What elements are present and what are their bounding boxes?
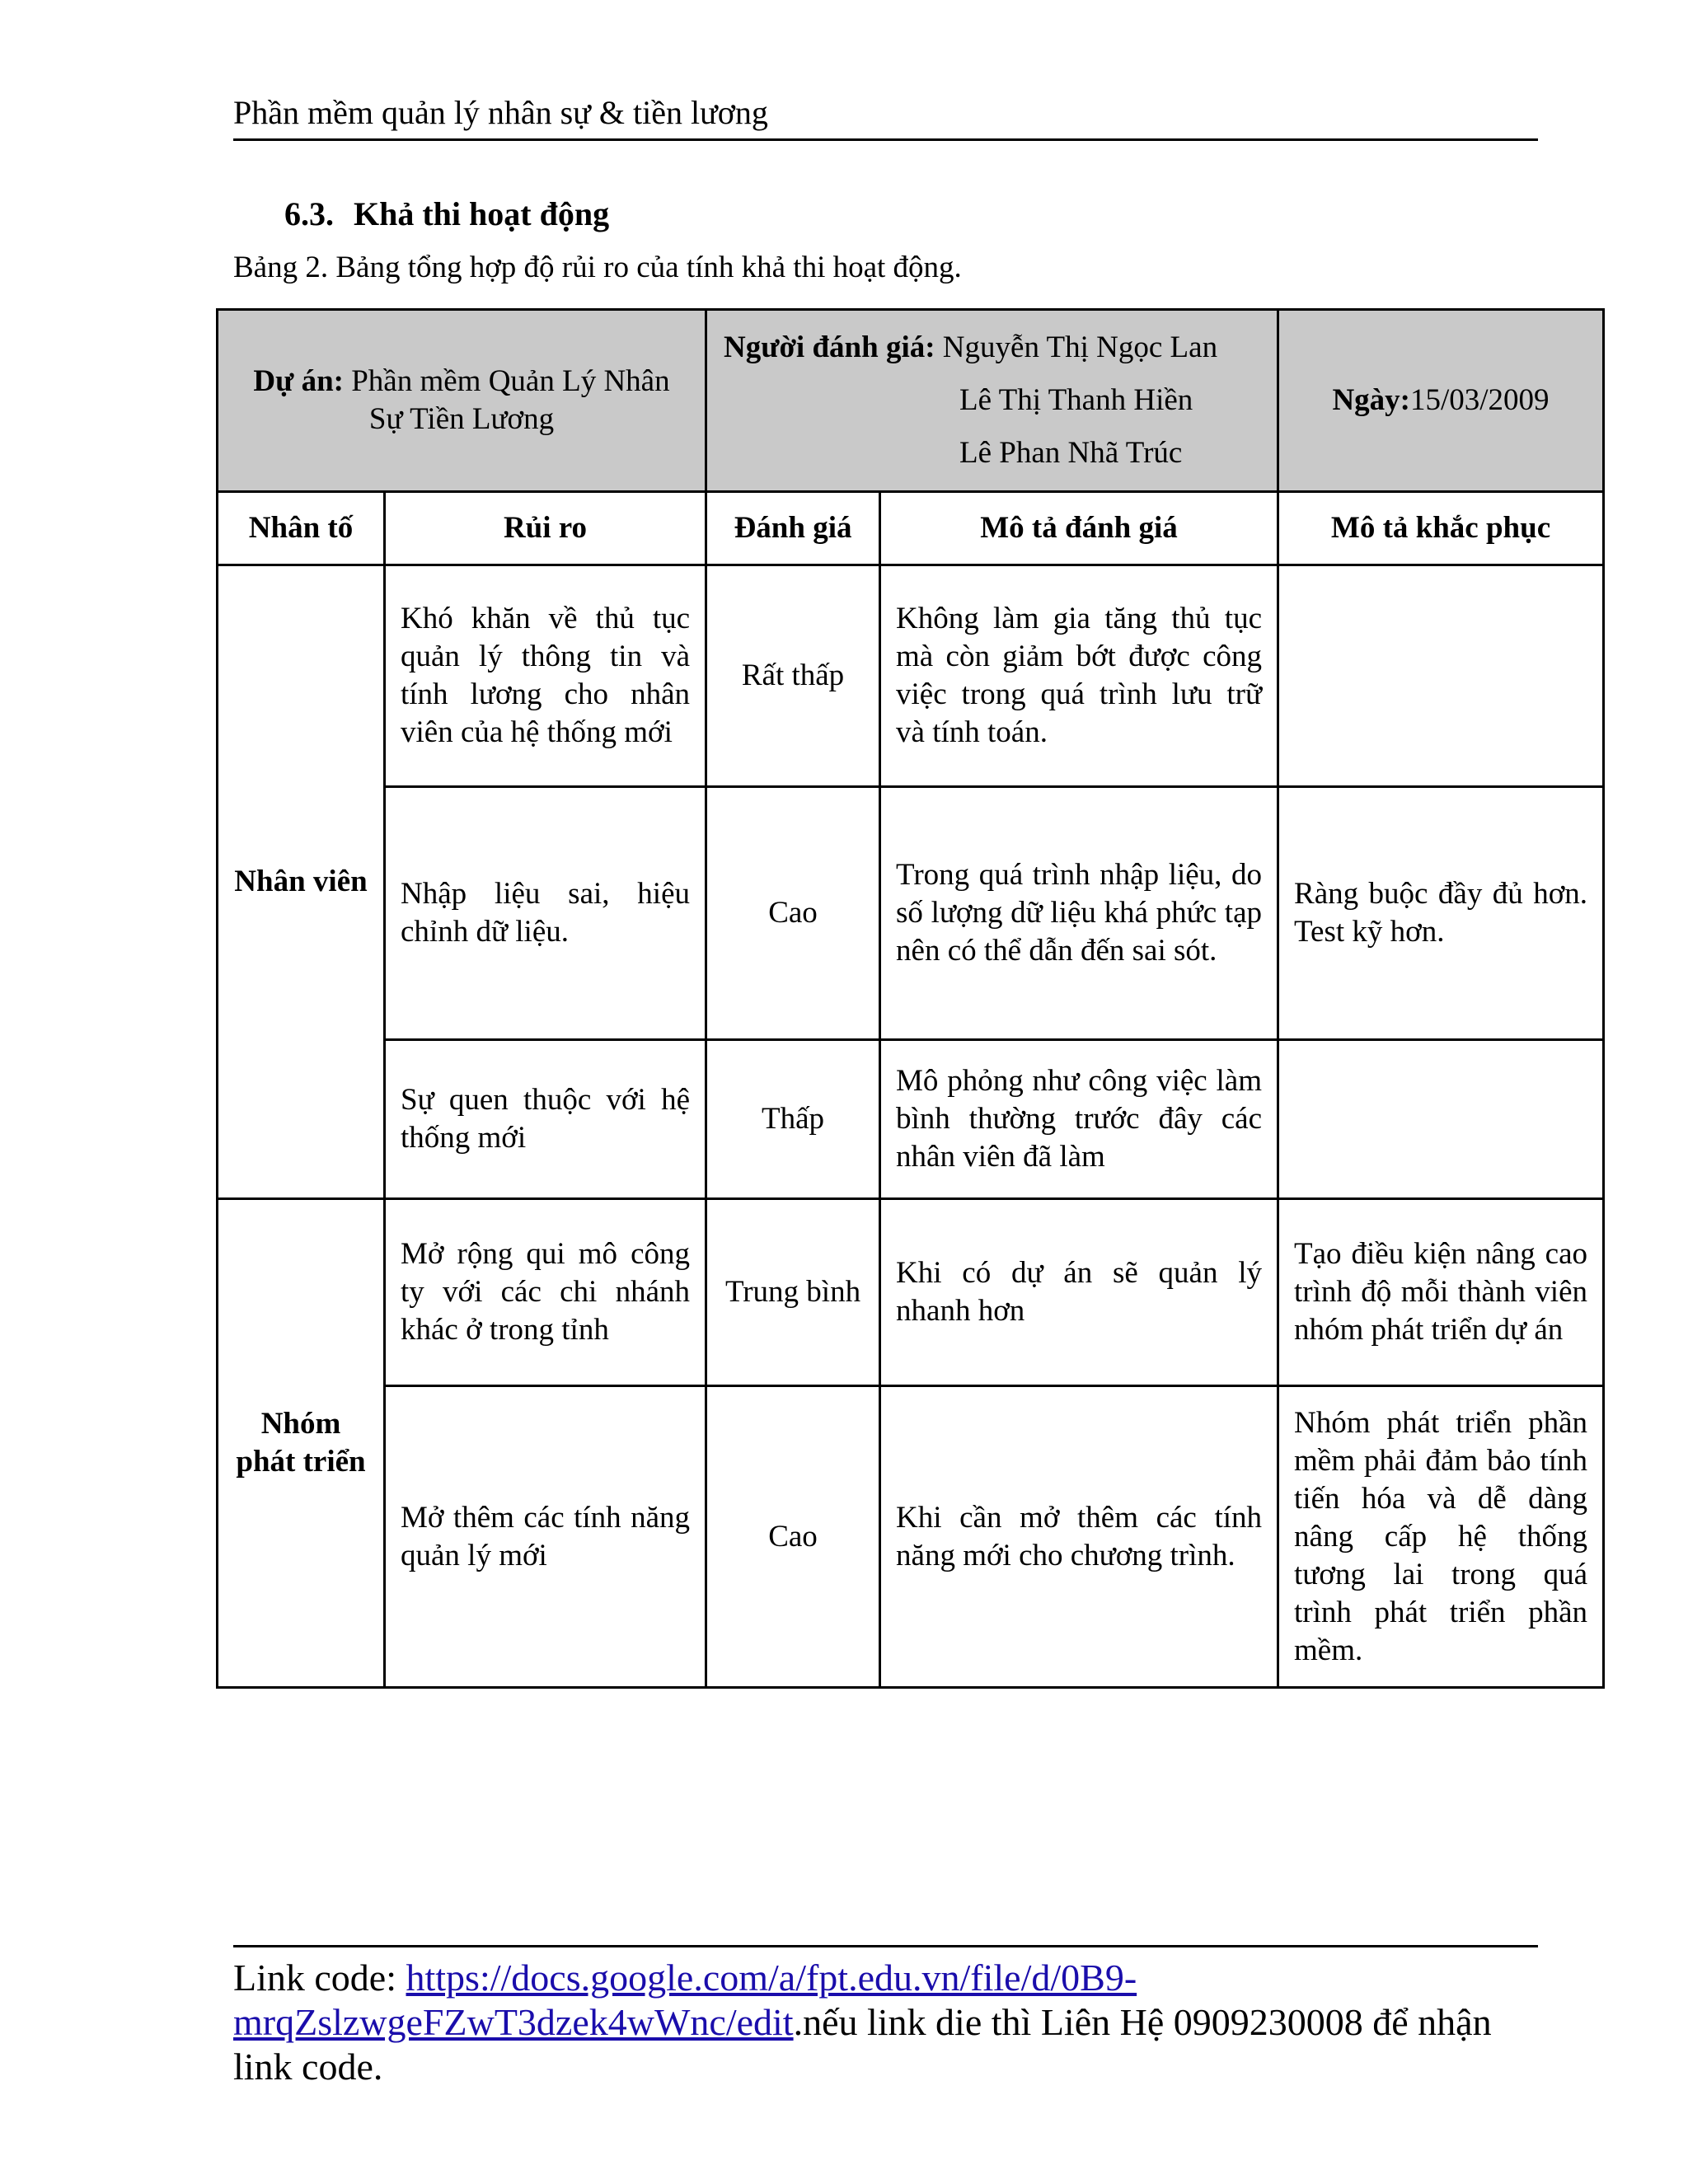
factor-cell: Nhóm phát triển [218, 1199, 385, 1688]
column-header: Nhân tố [218, 492, 385, 565]
risk-table [216, 308, 1605, 1689]
date-label: Ngày: [1332, 383, 1410, 417]
header-title: Phần mềm quản lý nhân sự & tiền lương [233, 94, 768, 131]
level-cell: Cao [706, 1386, 880, 1688]
risk-cell: Sự quen thuộc với hệ thống mới [385, 1040, 706, 1199]
project-label: Dự án: [253, 364, 344, 398]
factor-cell: Nhân viên [218, 565, 385, 1199]
risk-cell: Mở thêm các tính năng quản lý mới [385, 1386, 706, 1688]
level-cell: Cao [706, 787, 880, 1040]
footer-suffix: .nếu link die thì Liên Hệ 0909230008 để nhận link code. [233, 2001, 1492, 2088]
column-header: Mô tả đánh giá [880, 492, 1278, 565]
table-caption: Bảng 2. Bảng tổng hợp độ rủi ro của tính khả thi hoạt động. [233, 251, 962, 284]
table-row [218, 787, 1604, 1040]
table-row [218, 565, 1604, 787]
evaluator-name: Nguyễn Thị Ngọc Lan [942, 330, 1218, 364]
table-row [218, 1199, 1604, 1386]
section-title: Khả thi hoạt động [354, 195, 610, 232]
assessment-cell: Mô phỏng như công việc làm bình thường trước đây các nhân viên đã làm [880, 1040, 1278, 1199]
footer-text [233, 1947, 1538, 2089]
remedy-cell: Nhóm phát triển phần mềm phải đảm bảo tính tiến hóa và dễ dàng nâng cấp hệ thống tương lai trong quá trình phát triển phần mềm. [1278, 1386, 1604, 1688]
table-header-row [218, 492, 1604, 565]
page-header [233, 92, 1538, 141]
table-row [218, 1040, 1604, 1199]
level-cell: Trung bình [706, 1199, 880, 1386]
footer-prefix: Link code: [233, 1957, 406, 1999]
code-link[interactable]: https://docs.google.com/a/fpt.edu.vn/file/d/0B9-mrqZslzwgeFZwT3dzek4wWnc/edit [233, 1957, 1137, 2043]
section-heading [284, 194, 609, 233]
project-cell [218, 310, 706, 492]
table-row [218, 1386, 1604, 1688]
risk-cell: Nhập liệu sai, hiệu chỉnh dữ liệu. [385, 787, 706, 1040]
assessment-cell: Không làm gia tăng thủ tục mà còn giảm bớt được công việc trong quá trình lưu trữ và tính toán. [880, 565, 1278, 787]
column-header: Rủi ro [385, 492, 706, 565]
assessment-cell: Trong quá trình nhập liệu, do số lượng dữ liệu khá phức tạp nên có thể dẫn đến sai sót. [880, 787, 1278, 1040]
project-value: Phần mềm Quản Lý Nhân Sự Tiền Lương [351, 364, 670, 436]
evaluator-name: Lê Thị Thanh Hiền [959, 383, 1193, 417]
risk-cell: Khó khăn về thủ tục quản lý thông tin và tính lương cho nhân viên của hệ thống mới [385, 565, 706, 787]
remedy-cell: Ràng buộc đầy đủ hơn. Test kỹ hơn. [1278, 787, 1604, 1040]
assessment-cell: Khi cần mở thêm các tính năng mới cho chương trình. [880, 1386, 1278, 1688]
section-number: 6.3. [284, 195, 334, 232]
column-header: Mô tả khắc phục [1278, 492, 1604, 565]
evaluator-name: Lê Phan Nhã Trúc [959, 436, 1183, 470]
date-value: 15/03/2009 [1410, 383, 1550, 417]
assessment-cell: Khi có dự án sẽ quản lý nhanh hơn [880, 1199, 1278, 1386]
level-cell: Thấp [706, 1040, 880, 1199]
evaluator-cell [706, 310, 1278, 492]
remedy-cell [1278, 1040, 1604, 1199]
column-header: Đánh giá [706, 492, 880, 565]
level-cell: Rất thấp [706, 565, 880, 787]
evaluator-label: Người đánh giá: [724, 330, 935, 364]
remedy-cell: Tạo điều kiện nâng cao trình độ mỗi thành viên nhóm phát triển dự án [1278, 1199, 1604, 1386]
table-meta-row [218, 310, 1604, 492]
risk-cell: Mở rộng qui mô công ty với các chi nhánh khác ở trong tỉnh [385, 1199, 706, 1386]
remedy-cell [1278, 565, 1604, 787]
page-footer [233, 1945, 1538, 2089]
date-cell [1278, 310, 1604, 492]
